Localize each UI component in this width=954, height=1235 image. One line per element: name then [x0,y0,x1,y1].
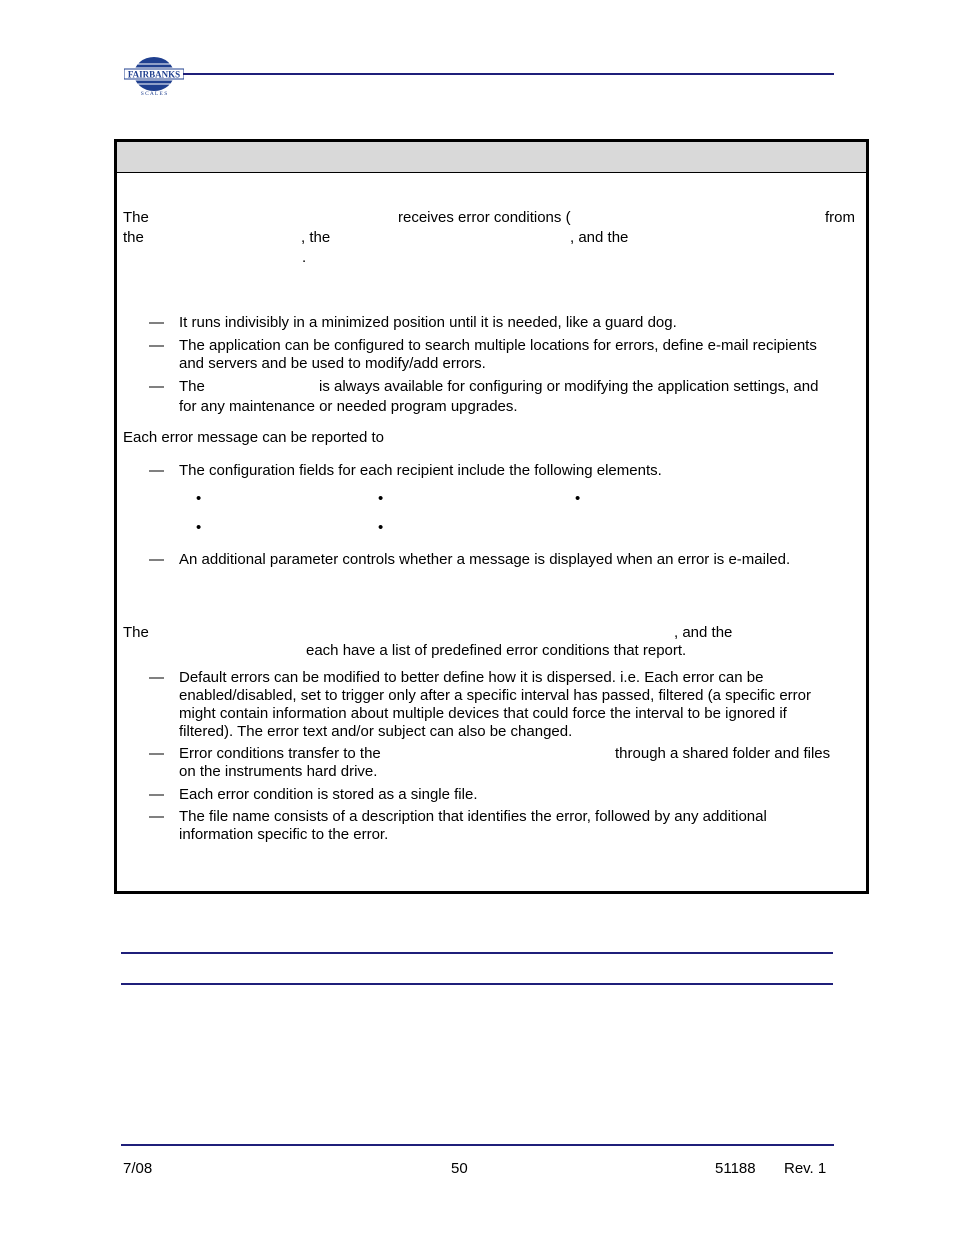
list1-item-3-the: The [179,378,205,395]
box-header-bar [117,142,866,173]
report-to-text: Each error message can be reported to [123,429,384,446]
footer-revision: Rev. 1 [784,1160,827,1177]
section-rule-bottom [121,983,833,985]
list3-item-2b: through a shared folder and files [615,745,831,762]
list3-item-3: Each error condition is stored as a single file. [179,786,478,803]
list3-item-2a: Error conditions transfer to the [179,745,381,762]
list2-item-1: The configuration fields for each recipient include the following elements. [179,462,662,479]
intro-the-2: the [123,229,144,246]
list3-item-4b: information specific to the error. [179,826,389,843]
footer-rule [121,1144,834,1146]
dash-marker: — [149,314,164,331]
dash-marker: — [149,462,164,479]
logo-text: FAIRBANKS [127,69,181,80]
dash-marker: — [149,551,164,568]
section-rule-top [121,952,833,954]
list3-item-4a: The file name consists of a description that identifies the error, followed by any additional [179,808,767,825]
intro-receives: receives error conditions ( [398,209,571,226]
bullet: • [575,490,581,507]
list1-item-2a: The application can be configured to search multiple locations for errors, define e-mail recipients [179,337,817,354]
para2-the: The [123,624,149,641]
footer-doc-number: 51188 [715,1160,756,1177]
list1-item-3a: is always available for configuring or modifying the application settings, and [319,378,819,395]
bullet: • [196,490,202,507]
list3-item-1c: might contain information about multiple devices that could force the interval to be ignored if [179,705,787,722]
list2-item-2: An additional parameter controls whether a message is displayed when an error is e-mailed. [179,551,791,568]
fairbanks-logo [124,54,184,96]
header-rule [183,73,834,75]
footer-date: 7/08 [123,1160,153,1177]
list3-item-1b: enabled/disabled, set to trigger only after a specific interval has passed, filtered (a specific error [179,687,811,704]
bullet: • [378,519,384,536]
intro-word-the: The [123,209,149,226]
dash-marker: — [149,378,164,395]
bullet: • [378,490,384,507]
list1-item-1: It runs indivisibly in a minimized position until it is needed, like a guard dog. [179,314,677,331]
intro-comma-the: , the [301,229,331,246]
list1-item-3b: for any maintenance or needed program upgrades. [179,398,518,415]
list3-item-1d: filtered). The error text and/or subject can also be changed. [179,723,573,740]
dash-marker: — [149,337,164,354]
bullet: • [196,519,202,536]
dash-marker: — [149,745,164,762]
dash-marker: — [149,669,164,686]
list1-item-2b: and servers and be used to modify/add errors. [179,355,486,372]
logo-subtext: S C A L E S [140,91,168,96]
dash-marker: — [149,808,164,825]
list3-item-2c: on the instruments hard drive. [179,763,378,780]
list3-item-1a: Default errors can be modified to better define how it is dispersed. i.e. Each error can be [179,669,764,686]
intro-and-the: , and the [570,229,629,246]
footer-page-number: 50 [451,1160,468,1177]
para2-each-have: each have a list of predefined error conditions that report. [306,642,687,659]
intro-from: from [825,209,855,226]
dash-marker: — [149,786,164,803]
para2-and-the: , and the [674,624,733,641]
intro-period: . [302,249,307,266]
